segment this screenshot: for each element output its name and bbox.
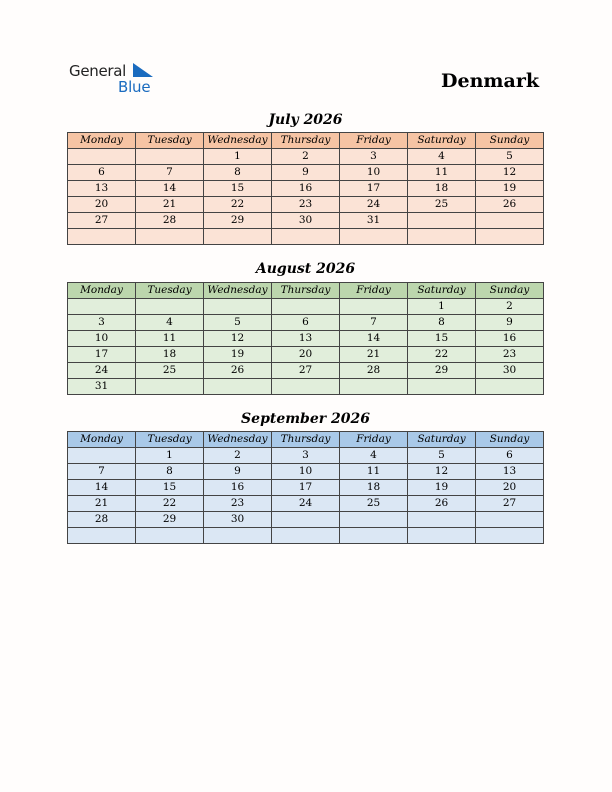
week-row xyxy=(68,299,544,315)
day-cell: 20 xyxy=(68,197,136,213)
day-cell: 10 xyxy=(68,331,136,347)
day-cell: 21 xyxy=(68,496,136,512)
day-cell xyxy=(340,512,408,528)
day-cell: 11 xyxy=(408,165,476,181)
day-cell: 31 xyxy=(68,379,136,395)
week-row xyxy=(68,496,544,512)
week-row xyxy=(68,363,544,379)
day-cell: 7 xyxy=(136,165,204,181)
day-cell: 18 xyxy=(340,480,408,496)
weekday-header: Wednesday xyxy=(204,432,272,448)
day-cell: 17 xyxy=(272,480,340,496)
week-row xyxy=(68,480,544,496)
day-cell: 5 xyxy=(476,149,544,165)
day-cell: 3 xyxy=(68,315,136,331)
day-cell: 23 xyxy=(204,496,272,512)
day-cell xyxy=(340,229,408,245)
day-cell: 14 xyxy=(136,181,204,197)
day-cell: 6 xyxy=(476,448,544,464)
day-cell: 8 xyxy=(204,165,272,181)
day-cell xyxy=(408,379,476,395)
day-cell xyxy=(272,379,340,395)
day-cell xyxy=(408,512,476,528)
day-cell xyxy=(476,213,544,229)
day-cell: 23 xyxy=(272,197,340,213)
day-cell: 30 xyxy=(476,363,544,379)
day-cell xyxy=(272,299,340,315)
day-cell: 5 xyxy=(408,448,476,464)
day-cell: 4 xyxy=(408,149,476,165)
day-cell: 30 xyxy=(204,512,272,528)
day-cell: 31 xyxy=(340,213,408,229)
day-cell xyxy=(408,213,476,229)
weekday-header-row xyxy=(68,133,544,149)
week-row xyxy=(68,512,544,528)
day-cell xyxy=(136,149,204,165)
week-row xyxy=(68,315,544,331)
day-cell: 29 xyxy=(136,512,204,528)
logo-text-blue: Blue xyxy=(118,78,151,96)
week-row xyxy=(68,448,544,464)
weekday-header: Tuesday xyxy=(136,133,204,149)
weekday-header: Thursday xyxy=(272,432,340,448)
day-cell: 22 xyxy=(204,197,272,213)
day-cell: 12 xyxy=(408,464,476,480)
day-cell: 22 xyxy=(136,496,204,512)
day-cell: 17 xyxy=(68,347,136,363)
day-cell: 3 xyxy=(340,149,408,165)
day-cell: 10 xyxy=(272,464,340,480)
day-cell xyxy=(272,229,340,245)
week-row xyxy=(68,213,544,229)
weekday-header: Monday xyxy=(68,432,136,448)
day-cell: 17 xyxy=(340,181,408,197)
day-cell: 28 xyxy=(136,213,204,229)
day-cell xyxy=(68,448,136,464)
week-row xyxy=(68,165,544,181)
day-cell: 12 xyxy=(204,331,272,347)
weekday-header: Monday xyxy=(68,133,136,149)
day-cell: 8 xyxy=(136,464,204,480)
day-cell: 25 xyxy=(408,197,476,213)
day-cell: 11 xyxy=(340,464,408,480)
weekday-header: Saturday xyxy=(408,133,476,149)
week-row xyxy=(68,181,544,197)
week-row xyxy=(68,229,544,245)
weekday-header: Sunday xyxy=(476,432,544,448)
day-cell xyxy=(476,379,544,395)
day-cell: 6 xyxy=(68,165,136,181)
day-cell: 19 xyxy=(476,181,544,197)
day-cell: 1 xyxy=(136,448,204,464)
weekday-header: Wednesday xyxy=(204,283,272,299)
weekday-header: Tuesday xyxy=(136,283,204,299)
week-row xyxy=(68,528,544,544)
weekday-header: Sunday xyxy=(476,133,544,149)
weekday-header: Friday xyxy=(340,133,408,149)
day-cell xyxy=(68,299,136,315)
day-cell: 28 xyxy=(340,363,408,379)
day-cell xyxy=(136,229,204,245)
day-cell: 22 xyxy=(408,347,476,363)
day-cell: 14 xyxy=(340,331,408,347)
weekday-header: Saturday xyxy=(408,432,476,448)
day-cell xyxy=(340,379,408,395)
day-cell: 29 xyxy=(408,363,476,379)
day-cell: 2 xyxy=(476,299,544,315)
day-cell: 9 xyxy=(272,165,340,181)
day-cell: 7 xyxy=(68,464,136,480)
week-row xyxy=(68,197,544,213)
day-cell: 16 xyxy=(476,331,544,347)
day-cell xyxy=(476,512,544,528)
day-cell: 24 xyxy=(272,496,340,512)
day-cell xyxy=(136,379,204,395)
day-cell: 1 xyxy=(204,149,272,165)
day-cell xyxy=(68,149,136,165)
day-cell: 15 xyxy=(204,181,272,197)
day-cell: 27 xyxy=(68,213,136,229)
weekday-header: Sunday xyxy=(476,283,544,299)
week-row xyxy=(68,149,544,165)
day-cell: 4 xyxy=(136,315,204,331)
logo-text-general: General xyxy=(69,62,127,80)
week-row xyxy=(68,331,544,347)
weekday-header: Saturday xyxy=(408,283,476,299)
day-cell: 9 xyxy=(476,315,544,331)
day-cell: 14 xyxy=(68,480,136,496)
day-cell: 19 xyxy=(204,347,272,363)
day-cell: 28 xyxy=(68,512,136,528)
country-title: Denmark xyxy=(441,70,539,92)
day-cell: 2 xyxy=(204,448,272,464)
day-cell: 16 xyxy=(204,480,272,496)
day-cell: 10 xyxy=(340,165,408,181)
day-cell: 20 xyxy=(476,480,544,496)
weekday-header: Friday xyxy=(340,283,408,299)
day-cell: 26 xyxy=(476,197,544,213)
day-cell: 23 xyxy=(476,347,544,363)
day-cell: 13 xyxy=(272,331,340,347)
day-cell xyxy=(204,528,272,544)
day-cell: 12 xyxy=(476,165,544,181)
day-cell xyxy=(340,299,408,315)
day-cell: 26 xyxy=(204,363,272,379)
month-title-august: August 2026 xyxy=(255,261,356,277)
day-cell: 21 xyxy=(340,347,408,363)
day-cell: 18 xyxy=(408,181,476,197)
logo-triangle-icon xyxy=(133,63,153,77)
weekday-header: Thursday xyxy=(272,283,340,299)
day-cell: 16 xyxy=(272,181,340,197)
day-cell: 13 xyxy=(68,181,136,197)
day-cell xyxy=(272,528,340,544)
day-cell: 26 xyxy=(408,496,476,512)
day-cell xyxy=(476,528,544,544)
day-cell xyxy=(136,528,204,544)
day-cell: 7 xyxy=(340,315,408,331)
day-cell xyxy=(204,379,272,395)
generalblue-logo xyxy=(69,62,169,96)
day-cell xyxy=(408,229,476,245)
weekday-header: Friday xyxy=(340,432,408,448)
day-cell: 20 xyxy=(272,347,340,363)
day-cell: 29 xyxy=(204,213,272,229)
weekday-header: Wednesday xyxy=(204,133,272,149)
week-row xyxy=(68,379,544,395)
day-cell: 4 xyxy=(340,448,408,464)
weekday-header: Monday xyxy=(68,283,136,299)
day-cell: 8 xyxy=(408,315,476,331)
day-cell: 25 xyxy=(136,363,204,379)
day-cell: 19 xyxy=(408,480,476,496)
day-cell xyxy=(340,528,408,544)
calendar-july xyxy=(67,132,544,245)
day-cell: 27 xyxy=(272,363,340,379)
weekday-header: Tuesday xyxy=(136,432,204,448)
day-cell: 11 xyxy=(136,331,204,347)
calendar-september xyxy=(67,431,544,544)
weekday-header-row xyxy=(68,432,544,448)
week-row xyxy=(68,347,544,363)
day-cell: 21 xyxy=(136,197,204,213)
day-cell xyxy=(476,229,544,245)
day-cell: 1 xyxy=(408,299,476,315)
day-cell: 27 xyxy=(476,496,544,512)
day-cell: 24 xyxy=(68,363,136,379)
day-cell: 15 xyxy=(408,331,476,347)
day-cell xyxy=(136,299,204,315)
day-cell: 25 xyxy=(340,496,408,512)
calendar-august xyxy=(67,282,544,395)
day-cell: 2 xyxy=(272,149,340,165)
month-title-september: September 2026 xyxy=(241,411,370,427)
weekday-header: Thursday xyxy=(272,133,340,149)
day-cell: 3 xyxy=(272,448,340,464)
month-title-july: July 2026 xyxy=(268,112,343,128)
day-cell xyxy=(272,512,340,528)
week-row xyxy=(68,464,544,480)
day-cell xyxy=(68,528,136,544)
day-cell xyxy=(408,528,476,544)
day-cell: 13 xyxy=(476,464,544,480)
day-cell: 30 xyxy=(272,213,340,229)
day-cell xyxy=(204,299,272,315)
day-cell: 5 xyxy=(204,315,272,331)
day-cell xyxy=(204,229,272,245)
day-cell: 24 xyxy=(340,197,408,213)
day-cell: 18 xyxy=(136,347,204,363)
day-cell: 9 xyxy=(204,464,272,480)
day-cell xyxy=(68,229,136,245)
weekday-header-row xyxy=(68,283,544,299)
day-cell: 15 xyxy=(136,480,204,496)
day-cell: 6 xyxy=(272,315,340,331)
